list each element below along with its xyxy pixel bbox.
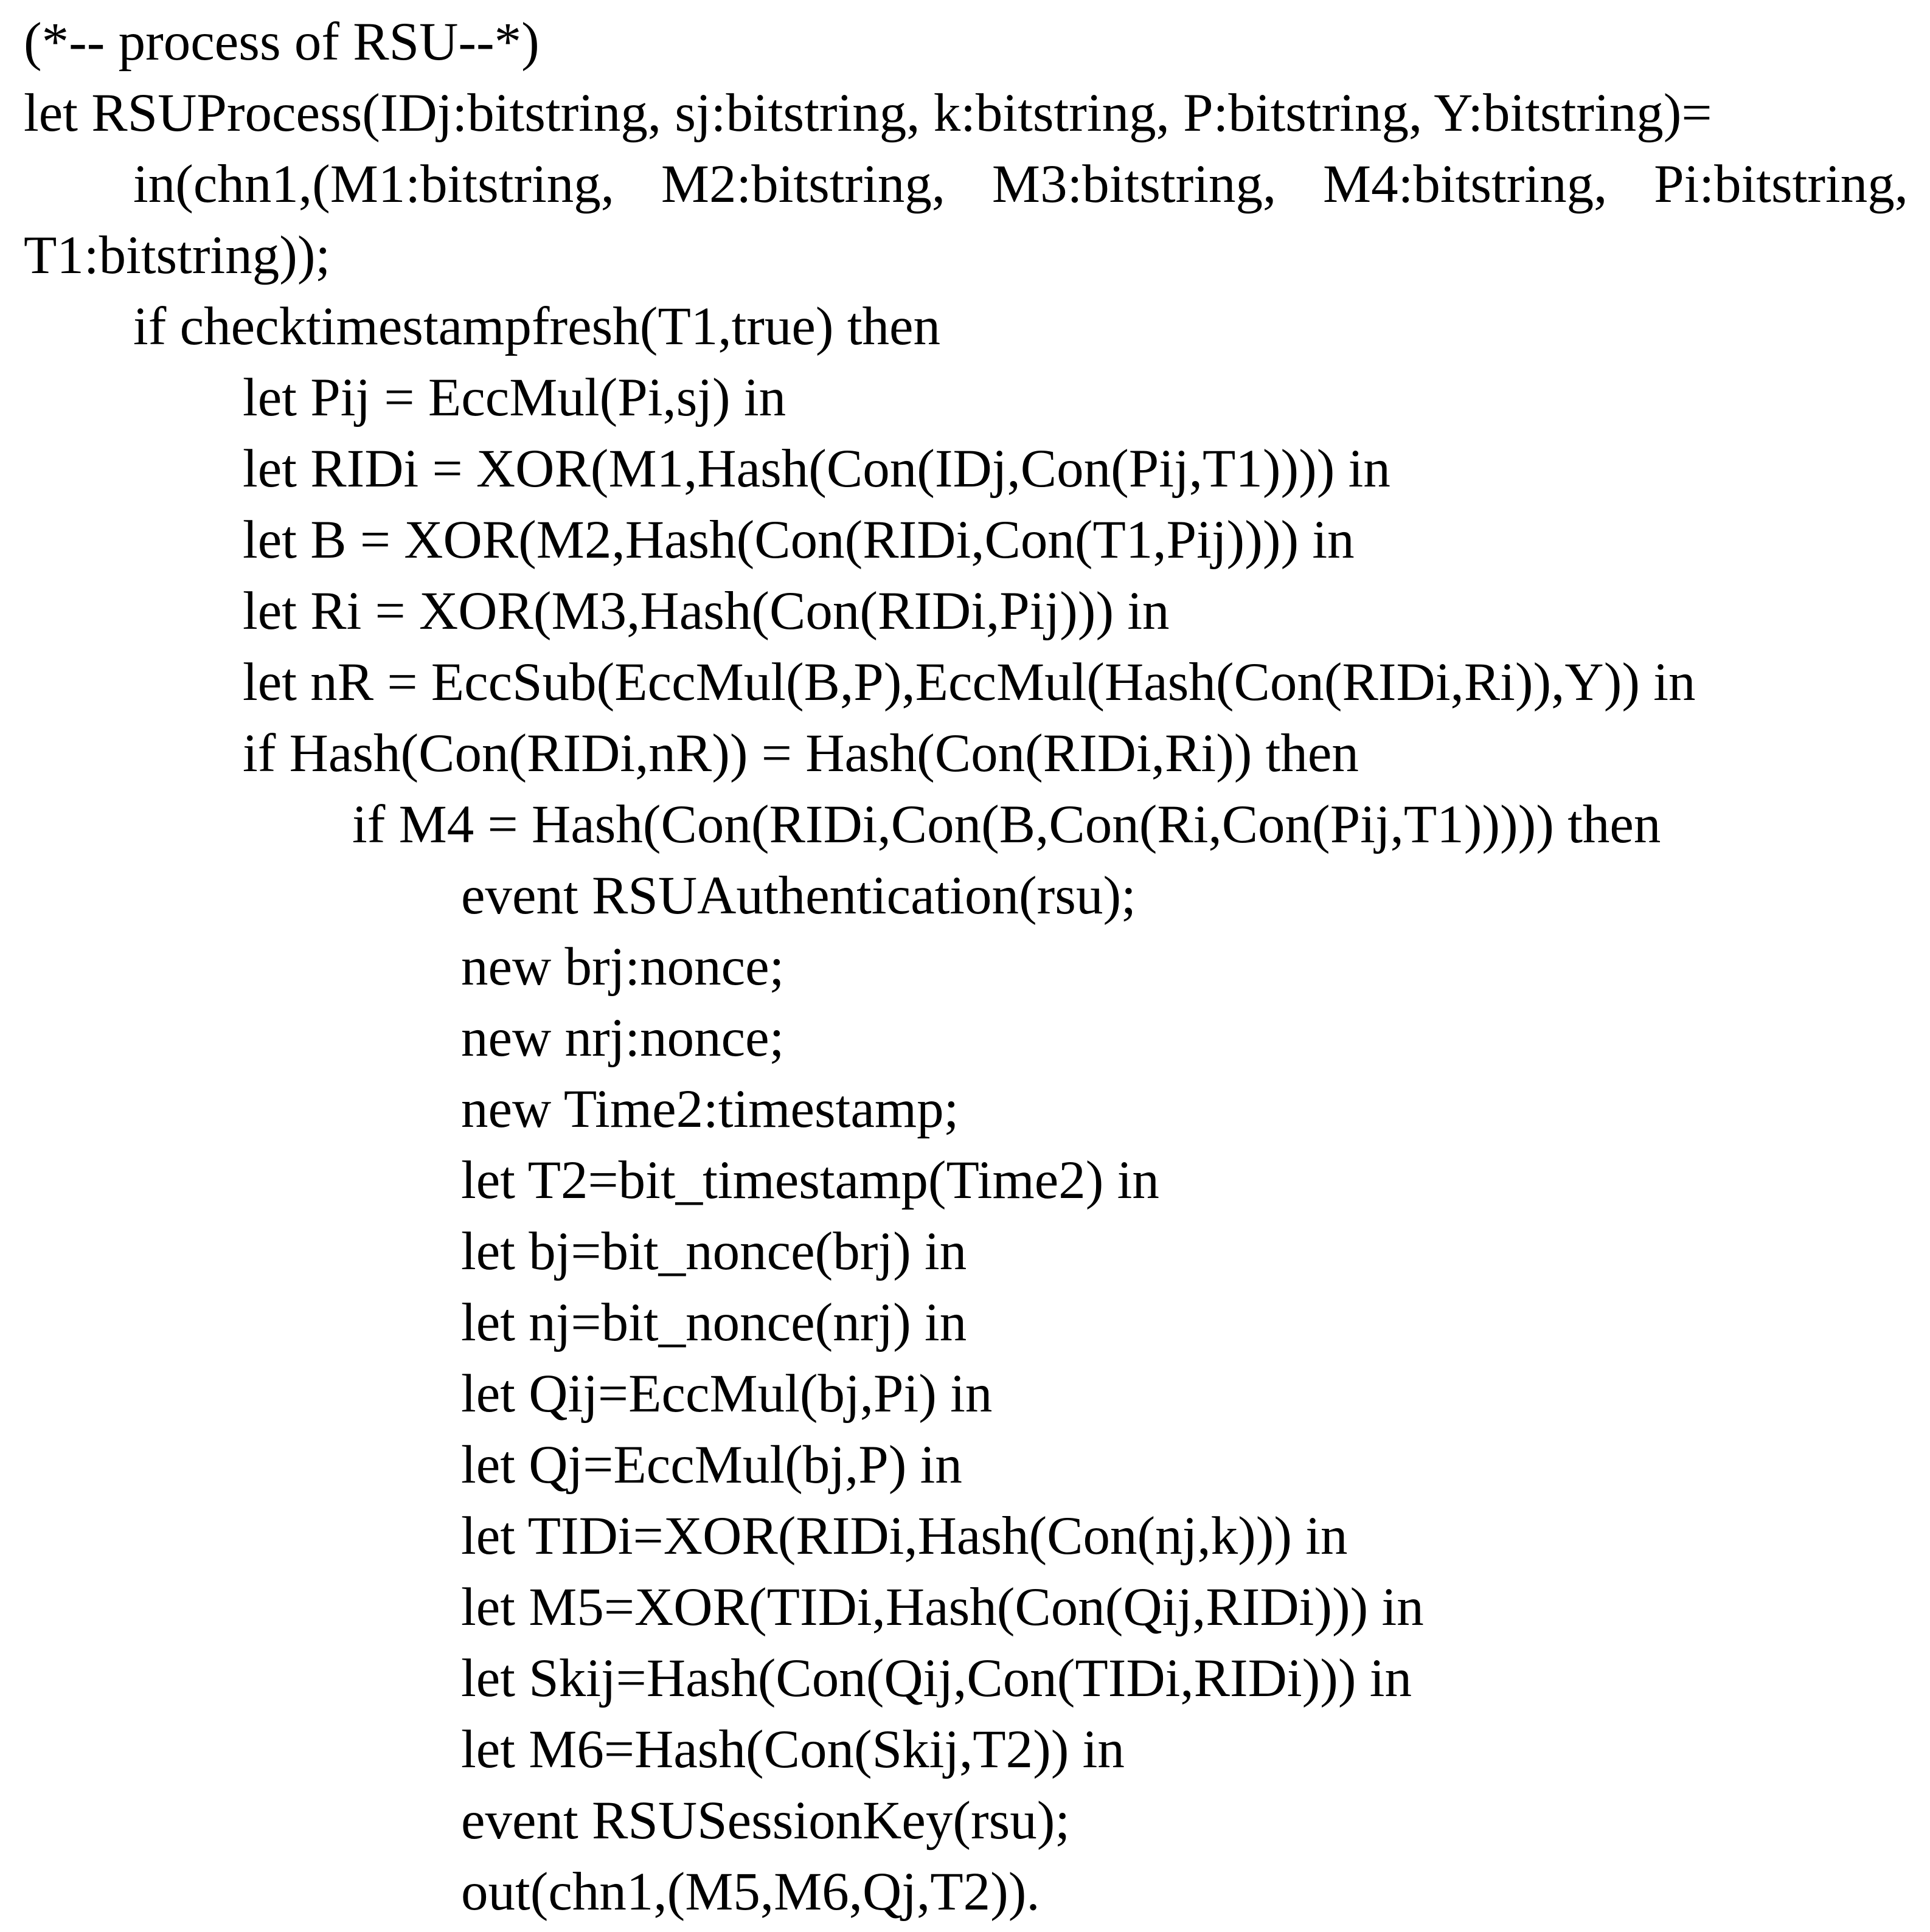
code-line-pij: let Pij = EccMul(Pi,sj) in	[243, 368, 786, 428]
code-line-m6: let M6=Hash(Con(Skij,T2)) in	[461, 1720, 1125, 1779]
code-line-t2: let T2=bit_timestamp(Time2) in	[461, 1151, 1159, 1210]
code-line-nj: let nj=bit_nonce(nrj) in	[461, 1293, 967, 1352]
input-channel-continuation-line: T1:bitstring));	[24, 226, 331, 285]
event-authentication-line: event RSUAuthentication(rsu);	[461, 866, 1136, 926]
new-brj-line: new brj:nonce;	[461, 937, 785, 997]
code-line-m5: let M5=XOR(TIDi,Hash(Con(Qij,RIDi))) in	[461, 1577, 1424, 1637]
code-line-qj: let Qj=EccMul(bj,P) in	[461, 1435, 962, 1495]
code-line-b: let B = XOR(M2,Hash(Con(RIDi,Con(T1,Pij)))) in	[243, 510, 1355, 570]
proverif-code-listing	[0, 7, 1930, 1928]
comment-line: (*-- process of RSU--*)	[24, 12, 540, 72]
new-nrj-line: new nrj:nonce;	[461, 1008, 785, 1068]
output-channel-line: out(chn1,(M5,M6,Qj,T2)).	[461, 1862, 1040, 1922]
code-line-ri: let Ri = XOR(M3,Hash(Con(RIDi,Pij))) in	[243, 581, 1170, 641]
input-channel-line: in(chn1,(M1:bitstring, M2:bitstring, M3:bitstring, M4:bitstring, Pi:bitstring,	[133, 154, 1908, 214]
event-session-key-line: event RSUSessionKey(rsu);	[461, 1791, 1071, 1851]
m4-check-line: if M4 = Hash(Con(RIDi,Con(B,Con(Ri,Con(Pij,T1))))) then	[352, 795, 1661, 854]
code-line-tidi: let TIDi=XOR(RIDi,Hash(Con(nj,k))) in	[461, 1506, 1348, 1566]
hash-check-line: if Hash(Con(RIDi,nR)) = Hash(Con(RIDi,Ri)) then	[243, 724, 1359, 783]
code-line-bj: let bj=bit_nonce(brj) in	[461, 1222, 967, 1281]
timestamp-check-line: if checktimestampfresh(T1,true) then	[133, 297, 941, 356]
code-line-skij: let Skij=Hash(Con(Qij,Con(TIDi,RIDi))) in	[461, 1649, 1412, 1708]
code-line-qij: let Qij=EccMul(bj,Pi) in	[461, 1364, 993, 1424]
code-line-nr: let nR = EccSub(EccMul(B,P),EccMul(Hash(Con(RIDi,Ri)),Y)) in	[243, 653, 1696, 712]
process-declaration-line: let RSUProcess(IDj:bitstring, sj:bitstring, k:bitstring, P:bitstring, Y:bitstring)=	[24, 83, 1712, 143]
code-line-ridi: let RIDi = XOR(M1,Hash(Con(IDj,Con(Pij,T1)))) in	[243, 439, 1390, 499]
new-time2-line: new Time2:timestamp;	[461, 1079, 959, 1139]
